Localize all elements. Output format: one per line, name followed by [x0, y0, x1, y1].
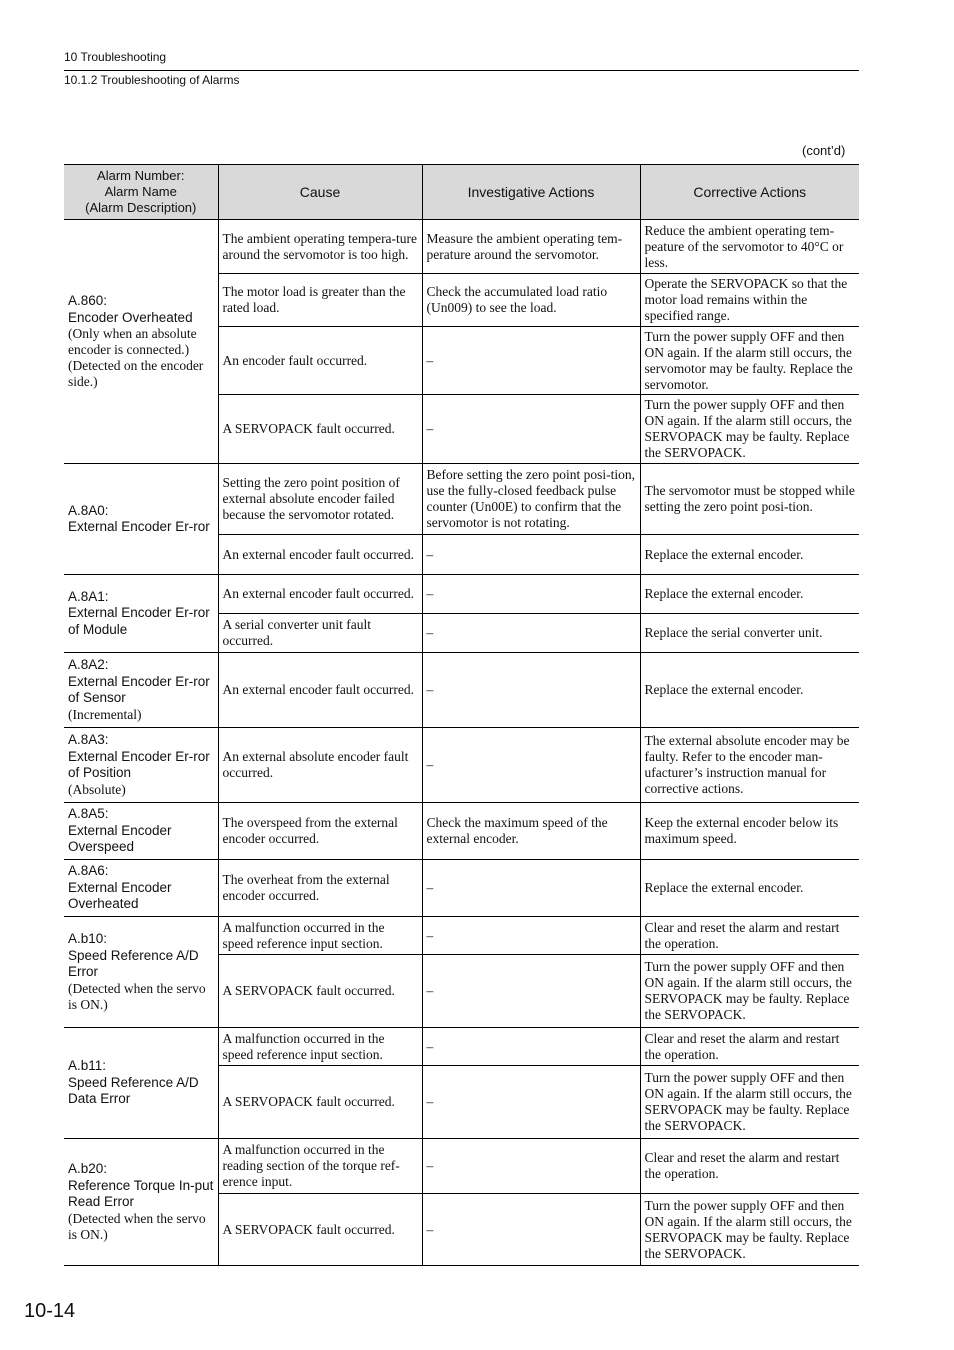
investigative-cell: –	[422, 1139, 640, 1194]
continued-label: (cont’d)	[802, 143, 846, 158]
table-row	[64, 1139, 859, 1194]
table-row	[64, 1028, 859, 1066]
investigative-cell: Check the accumulated load ratio (Un009) to see the load.	[422, 274, 640, 327]
corrective-cell: Turn the power supply OFF and then ON again. If the alarm still occurs, the SERVOPACK may be faulty. Replace the SERVOPACK.	[640, 955, 859, 1028]
cause-cell: A SERVOPACK fault occurred.	[218, 955, 422, 1028]
alarm-code: A.8A6:	[68, 863, 109, 879]
page-number: 10-14	[24, 1300, 76, 1322]
alarm-code: A.8A0:	[68, 502, 109, 518]
corrective-cell: Clear and reset the alarm and restart the operation.	[640, 1139, 859, 1194]
alarm-cell	[64, 464, 218, 575]
cause-cell: An external encoder fault occurred.	[218, 535, 422, 575]
alarm-cell	[64, 220, 218, 464]
corrective-cell: Replace the external encoder.	[640, 575, 859, 614]
alarm-cell	[64, 1139, 218, 1266]
corrective-cell: Turn the power supply OFF and then ON again. If the alarm still occurs, the SERVOPACK may be faulty. Replace the SERVOPACK.	[640, 395, 859, 464]
table-row	[64, 728, 859, 803]
investigative-cell: –	[422, 327, 640, 395]
alarm-cell	[64, 728, 218, 803]
investigative-cell: –	[422, 1194, 640, 1266]
corrective-cell: Replace the external encoder.	[640, 860, 859, 917]
table-row	[64, 220, 859, 274]
alarm-cell	[64, 917, 218, 1028]
alarm-cell	[64, 803, 218, 860]
table-row	[64, 803, 859, 860]
corrective-cell: Replace the external encoder.	[640, 653, 859, 728]
alarm-name: Speed Reference A/D Error	[68, 947, 199, 980]
alarm-description: (Incremental)	[68, 706, 142, 722]
cause-cell: An encoder fault occurred.	[218, 327, 422, 395]
cause-cell: An external absolute encoder fault occurred.	[218, 728, 422, 803]
investigative-cell: –	[422, 535, 640, 575]
alarm-header-line: Alarm Name	[104, 184, 177, 199]
alarm-cell	[64, 860, 218, 917]
corrective-cell: Turn the power supply OFF and then ON again. If the alarm still occurs, the SERVOPACK may be faulty. Replace the SERVOPACK.	[640, 1066, 859, 1139]
section-header: 10.1.2 Troubleshooting of Alarms	[64, 73, 240, 87]
cause-cell: The overspeed from the external encoder occurred.	[218, 803, 422, 860]
investigative-cell: Before setting the zero point posi-tion, use the fully-closed feedback pulse counter (Un00E) to confirm that the servomotor is not rotating.	[422, 464, 640, 535]
corrective-cell: The servomotor must be stopped while setting the zero point posi-tion.	[640, 464, 859, 535]
alarm-description: (Detected when the servo is ON.)	[68, 1210, 206, 1242]
investigative-cell: –	[422, 614, 640, 653]
chapter-header: 10 Troubleshooting	[64, 50, 167, 64]
column-header-cause: Cause	[218, 165, 422, 220]
alarm-name: External Encoder Overheated	[68, 879, 172, 912]
cause-cell: A SERVOPACK fault occurred.	[218, 395, 422, 464]
corrective-cell: Clear and reset the alarm and restart the operation.	[640, 917, 859, 955]
alarm-cell	[64, 575, 218, 653]
investigative-cell: –	[422, 575, 640, 614]
alarm-description: (Only when an absolute encoder is connected.) (Detected on the encoder side.)	[68, 326, 204, 389]
table-row	[64, 464, 859, 535]
cause-cell: A malfunction occurred in the speed reference input section.	[218, 1028, 422, 1066]
alarm-description: (Detected when the servo is ON.)	[68, 980, 206, 1012]
investigative-cell: –	[422, 955, 640, 1028]
investigative-cell: –	[422, 653, 640, 728]
cause-cell: The overheat from the external encoder occurred.	[218, 860, 422, 917]
corrective-cell: Keep the external encoder below its maximum speed.	[640, 803, 859, 860]
alarm-name: External Encoder Er-ror of Module	[68, 605, 210, 637]
investigative-cell: –	[422, 395, 640, 464]
alarm-name: External Encoder Overspeed	[68, 822, 172, 855]
alarm-code: A.8A3:	[68, 732, 109, 748]
table-row	[64, 860, 859, 917]
alarm-name: Reference Torque In-put Read Error	[68, 1177, 214, 1210]
alarm-cell	[64, 653, 218, 728]
alarm-code: A.b11:	[68, 1058, 107, 1074]
corrective-cell: Turn the power supply OFF and then ON again. If the alarm still occurs, the servomotor may be faulty. Replace the servomotor.	[640, 327, 859, 395]
corrective-cell: Clear and reset the alarm and restart the operation.	[640, 1028, 859, 1066]
alarm-code: A.b20:	[68, 1161, 108, 1177]
alarm-name: Speed Reference A/D Data Error	[68, 1074, 199, 1107]
alarm-code: A.860:	[68, 293, 108, 308]
table-row	[64, 575, 859, 614]
cause-cell: A SERVOPACK fault occurred.	[218, 1194, 422, 1266]
column-header-alarm	[64, 165, 218, 220]
investigative-cell: –	[422, 1066, 640, 1139]
investigative-cell: –	[422, 1028, 640, 1066]
alarm-name: External Encoder Er-ror of Sensor	[68, 673, 210, 706]
cause-cell: The motor load is greater than the rated load.	[218, 274, 422, 327]
investigative-cell: Check the maximum speed of the external encoder.	[422, 803, 640, 860]
cause-cell: An external encoder fault occurred.	[218, 653, 422, 728]
alarm-code: A.b10:	[68, 931, 108, 947]
alarm-cell	[64, 1028, 218, 1139]
investigative-cell: –	[422, 917, 640, 955]
corrective-cell: Replace the external encoder.	[640, 535, 859, 575]
corrective-cell: Turn the power supply OFF and then ON again. If the alarm still occurs, the SERVOPACK may be faulty. Replace the SERVOPACK.	[640, 1194, 859, 1266]
cause-cell: A serial converter unit fault occurred.	[218, 614, 422, 653]
corrective-cell: The external absolute encoder may be faulty. Refer to the encoder man-ufacturer’s instruction manual for corrective actions.	[640, 728, 859, 803]
cause-cell: A SERVOPACK fault occurred.	[218, 1066, 422, 1139]
cause-cell: An external encoder fault occurred.	[218, 575, 422, 614]
table-row	[64, 917, 859, 955]
column-header-investigative: Investigative Actions	[422, 165, 640, 220]
corrective-cell: Reduce the ambient operating tem-peature of the servomotor to 40°C or less.	[640, 220, 859, 274]
table-header-row	[64, 165, 859, 220]
corrective-cell: Operate the SERVOPACK so that the motor load remains within the specified range.	[640, 274, 859, 327]
investigative-cell: –	[422, 728, 640, 803]
cause-cell: A malfunction occurred in the speed reference input section.	[218, 917, 422, 955]
alarm-table	[64, 164, 859, 1266]
alarm-header-line: (Alarm Description)	[85, 200, 197, 215]
alarm-name: External Encoder Er-ror	[68, 519, 210, 534]
cause-cell: A malfunction occurred in the reading section of the torque ref-erence input.	[218, 1139, 422, 1194]
alarm-code: A.8A1:	[68, 588, 109, 604]
table-row	[64, 653, 859, 728]
cause-cell: The ambient operating tempera-ture around the servomotor is too high.	[218, 220, 422, 274]
column-header-corrective: Corrective Actions	[640, 165, 859, 220]
header-rule	[64, 70, 859, 71]
investigative-cell: –	[422, 860, 640, 917]
investigative-cell: Measure the ambient operating tem-perature around the servomotor.	[422, 220, 640, 274]
alarm-code: A.8A5:	[68, 806, 109, 822]
alarm-name: Encoder Overheated	[68, 309, 193, 325]
corrective-cell: Replace the serial converter unit.	[640, 614, 859, 653]
alarm-header-line: Alarm Number:	[97, 168, 185, 183]
alarm-name: External Encoder Er-ror of Position	[68, 748, 210, 781]
alarm-code: A.8A2:	[68, 657, 109, 673]
alarm-description: (Absolute)	[68, 781, 126, 797]
cause-cell: Setting the zero point position of external absolute encoder failed because the servomotor rotated.	[218, 464, 422, 535]
